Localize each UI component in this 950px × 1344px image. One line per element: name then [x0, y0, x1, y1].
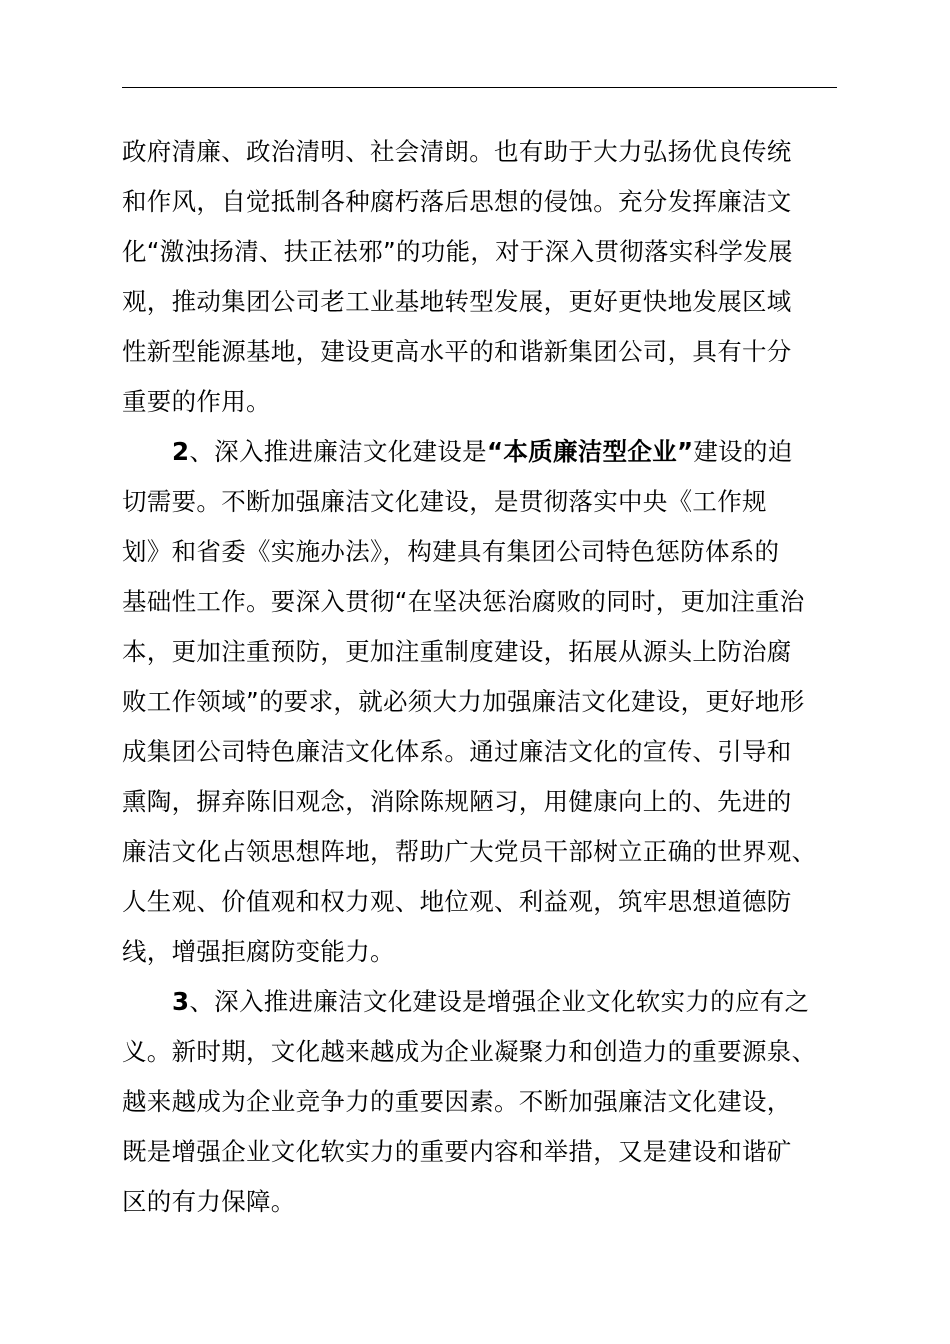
emphasis-text: “本质廉洁型企业” — [486, 437, 694, 466]
header-rule — [122, 87, 837, 88]
text-line: 人生观、价值观和权力观、地位观、利益观，筑牢思想道德防 — [122, 887, 792, 916]
text-line: 基础性工作。要深入贯彻“在坚决惩治腐败的同时，更加注重治 — [122, 587, 805, 616]
text-line: 切需要。不断加强廉洁文化建设，是贯彻落实中央《工作规 — [122, 487, 767, 516]
text-line: 划》和省委《实施办法》，构建具有集团公司特色惩防体系的 — [122, 537, 780, 566]
text-line: 既是增强企业文化软实力的重要内容和举措，又是建设和谐矿 — [122, 1137, 792, 1166]
text-span: 、深入推进廉洁文化建设是增强企业文化软实力的应有之 — [189, 987, 810, 1016]
text-line: 化“激浊扬清、扶正祛邪”的功能，对于深入贯彻落实科学发展 — [122, 237, 793, 266]
paragraph-2 — [122, 427, 842, 977]
text-line: 性新型能源基地，建设更高水平的和谐新集团公司，具有十分 — [122, 337, 792, 366]
paragraph-first-line — [122, 427, 842, 477]
section-number: 3 — [172, 987, 190, 1016]
text-line: 败工作领域”的要求，就必须大力加强廉洁文化建设，更好地形 — [122, 687, 805, 716]
text-line: 熏陶，摒弃陈旧观念，消除陈规陋习，用健康向上的、先进的 — [122, 787, 792, 816]
text-line: 和作风，自觉抵制各种腐朽落后思想的侵蚀。充分发挥廉洁文 — [122, 187, 792, 216]
text-span: 、深入推进廉洁文化建设是 — [189, 437, 487, 466]
text-line: 观，推动集团公司老工业基地转型发展，更好更快地发展区域 — [122, 287, 792, 316]
text-line: 重要的作用。 — [122, 387, 271, 416]
text-line: 区的有力保障。 — [122, 1187, 296, 1216]
paragraph-first-line — [122, 977, 842, 1027]
text-line: 越来越成为企业竞争力的重要因素。不断加强廉洁文化建设， — [122, 1087, 792, 1116]
text-line: 本，更加注重预防，更加注重制度建设，拓展从源头上防治腐 — [122, 637, 792, 666]
text-line: 廉洁文化占领思想阵地，帮助广大党员干部树立正确的世界观、 — [122, 837, 817, 866]
text-span: 建设的迫 — [693, 437, 793, 466]
section-number: 2 — [172, 437, 190, 466]
document-body — [122, 127, 842, 1227]
text-line: 成集团公司特色廉洁文化体系。通过廉洁文化的宣传、引导和 — [122, 737, 792, 766]
text-line: 政府清廉、政治清明、社会清朗。也有助于大力弘扬优良传统 — [122, 137, 792, 166]
paragraph-3 — [122, 977, 842, 1227]
text-line: 义。新时期，文化越来越成为企业凝聚力和创造力的重要源泉、 — [122, 1037, 817, 1066]
paragraph-1 — [122, 127, 842, 427]
text-line: 线，增强拒腐防变能力。 — [122, 937, 395, 966]
